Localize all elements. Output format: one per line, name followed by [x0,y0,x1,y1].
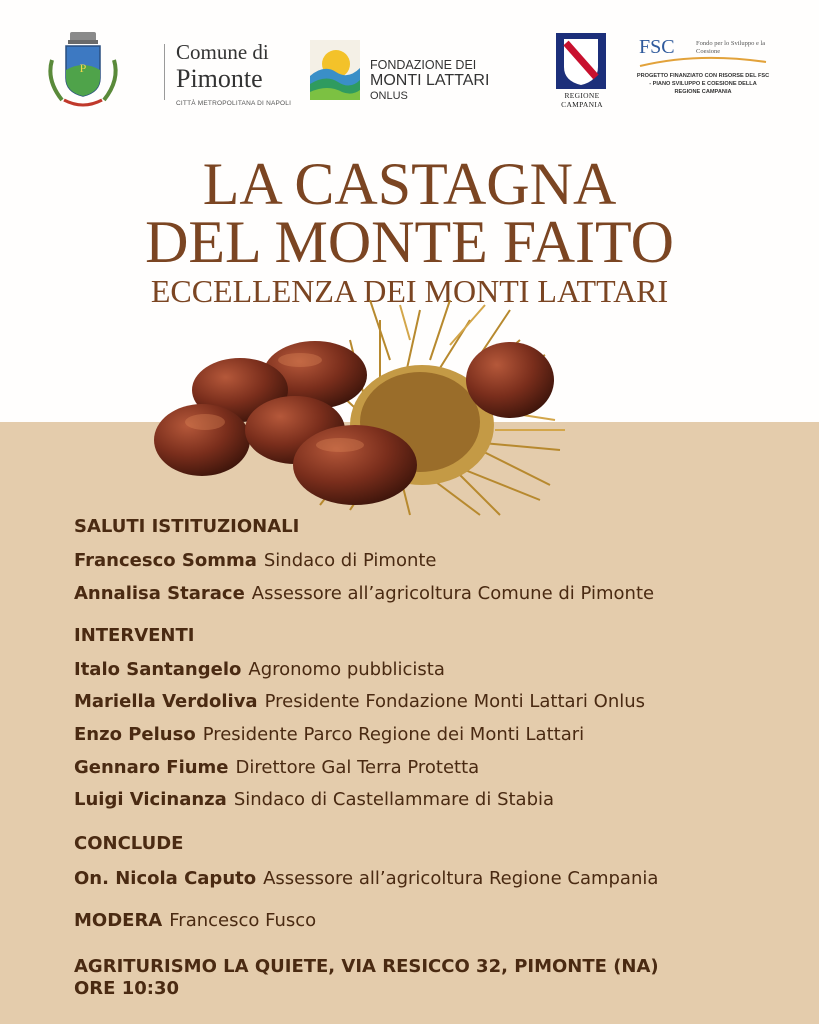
speaker-name: Enzo Peluso [74,724,196,745]
modera-name: Francesco Fusco [169,910,317,931]
regione-campania-logo [546,33,618,109]
venue-time: ORE 10:30 [74,978,180,999]
speaker-row [74,757,479,778]
speaker-role: Assessore all’agricoltura Regione Campania [263,868,659,889]
fondazione-line2: MONTI LATTARI [370,72,490,89]
title-line2: DEL MONTE FAITO [145,209,674,275]
speaker-name: Annalisa Starace [74,583,245,604]
speaker-row [74,724,584,745]
speaker-name: On. Nicola Caputo [74,868,257,889]
venue [74,956,659,1000]
speaker-name: Italo Santangelo [74,659,242,680]
interventi-heading: INTERVENTI [74,625,195,646]
speaker-role: Assessore all’agricoltura Comune di Pimonte [251,583,655,604]
subtitle: ECCELLENZA DEI MONTI LATTARI [150,273,669,309]
speaker-row [74,550,437,571]
conclude-heading: CONCLUDE [74,833,184,854]
pimonte-logo [44,30,292,114]
modera-label: MODERA [74,910,163,931]
speaker-role: Sindaco di Pimonte [263,550,437,571]
fondazione-line1: FONDAZIONE DEI [370,58,477,72]
pimonte-line2: Pimonte [176,64,263,93]
speaker-name: Luigi Vicinanza [74,789,227,810]
fsc-note: PROGETTO FINANZIATO CON RISORSE DEL FSC - PIANO SVILUPPO E COESIONE DELLA REGIONE CAMPANIA [636,73,770,95]
speaker-row [74,583,654,604]
pimonte-line3: CITTÀ METROPOLITANA DI NAPOLI [176,100,292,107]
speaker-name: Francesco Somma [74,550,257,571]
pimonte-line1: Comune di [176,40,269,64]
fondazione-line3: ONLUS [370,90,408,102]
fsc-mark: FSC [639,36,675,58]
saluti-heading: SALUTI ISTITUZIONALI [74,516,300,537]
chestnut-in-husk [466,342,554,418]
speaker-role: Sindaco di Castellammare di Stabia [233,789,555,810]
venue-address: AGRITURISMO LA QUIETE, VIA RESICCO 32, PIMONTE (NA) [74,956,659,977]
speaker-row [74,789,554,810]
speaker-name: Gennaro Fiume [74,757,229,778]
speaker-name: Mariella Verdoliva [74,691,258,712]
chestnuts-illustration [150,300,670,520]
speaker-role: Agronomo pubblicista [248,659,445,680]
modera-row [74,910,316,931]
campania-caption: REGIONE CAMPANIA [561,91,603,109]
speaker-row [74,659,445,680]
chestnut-5 [293,425,417,505]
fsc-subtitle: Fondo per lo Sviluppo e la Coesione [696,40,766,55]
svg-text:P: P [79,61,87,75]
fondazione-logo [306,38,506,106]
speaker-role: Presidente Parco Regione dei Monti Lattari [202,724,585,745]
title-line1: LA CASTAGNA [202,151,617,217]
fondazione-mark-icon [306,38,364,102]
speaker-role: Direttore Gal Terra Protetta [235,757,480,778]
fsc-logo [636,34,770,106]
campania-shield-icon [556,33,606,89]
pimonte-divider [164,44,165,100]
speaker-row [74,691,645,712]
speaker-row [74,868,658,889]
speaker-role: Presidente Fondazione Monti Lattari Onlus [264,691,646,712]
fsc-swoosh-icon [638,56,768,68]
pimonte-crest-icon [44,30,124,112]
